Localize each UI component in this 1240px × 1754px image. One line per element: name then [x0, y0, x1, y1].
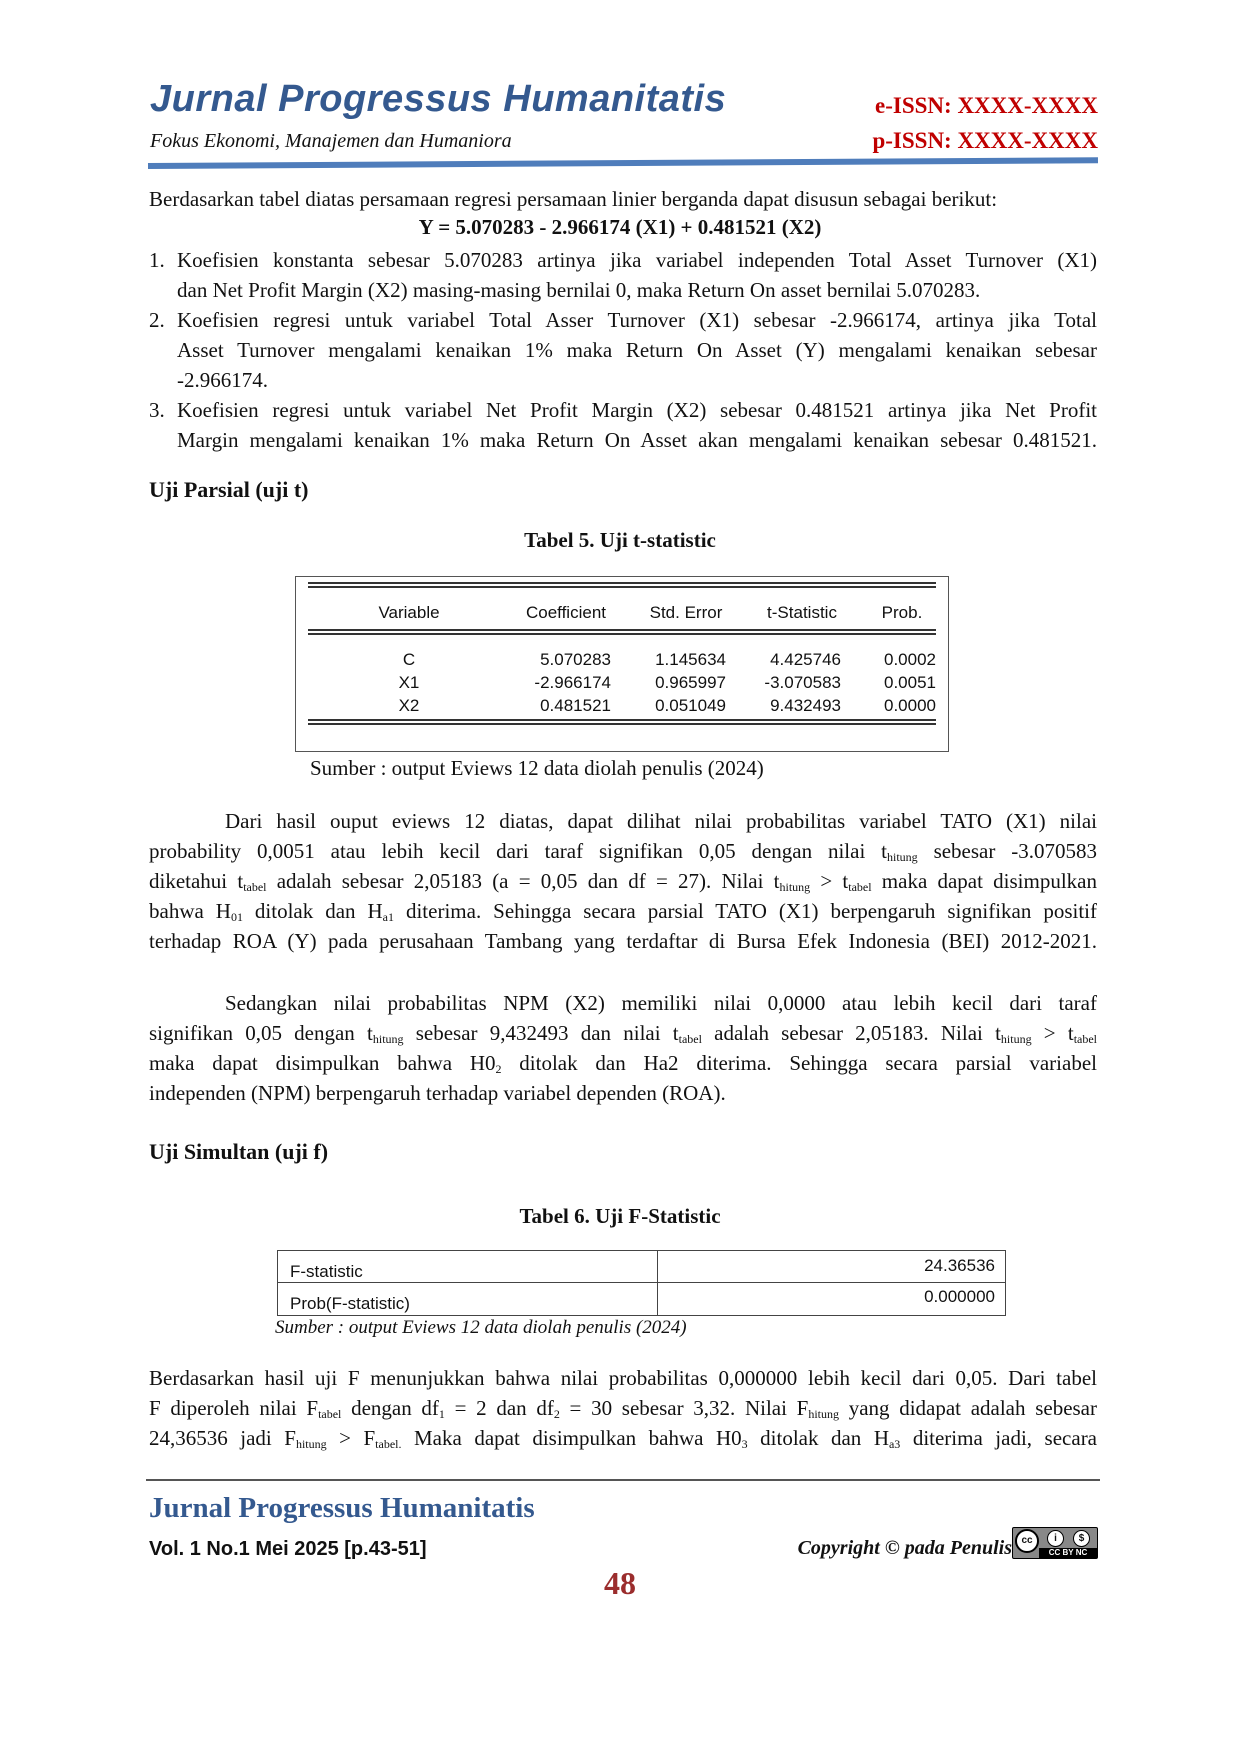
table-rule — [308, 629, 936, 635]
p-issn: p-ISSN: XXXX-XXXX — [872, 128, 1098, 153]
column-header: Coefficient — [525, 603, 606, 622]
text-run: adalah sebesar 2,05183. Nilai t — [701, 1021, 1001, 1045]
footer-copyright: Copyright © pada Penulis — [797, 1537, 1012, 1559]
paragraph-line — [149, 1048, 1097, 1078]
section-heading-t: Uji Parsial (uji t) — [149, 477, 309, 502]
footer-volume: Vol. 1 No.1 Mei 2025 [p.43-51] — [149, 1538, 427, 1560]
subscript: tabel — [1073, 1032, 1098, 1046]
text-run: > t — [1031, 1021, 1074, 1045]
nc-icon: $ — [1073, 1530, 1090, 1547]
subscript: a1 — [382, 910, 394, 924]
text-run: independen (NPM) berpengaruh terhadap variabel dependen (ROA). — [149, 1081, 726, 1105]
table-cell: X2 — [398, 696, 420, 715]
text-run: diterima. Sehingga secara parsial TATO (X1) berpengaruh signifikan positif — [394, 899, 1097, 923]
e-issn: e-ISSN: XXXX-XXXX — [875, 93, 1098, 118]
subscript: 1 — [438, 1407, 445, 1421]
table-cell: 5.070283 — [540, 650, 611, 669]
text-run: Sedangkan nilai probabilitas NPM (X2) memiliki nilai 0,0000 atau lebih kecil dari taraf — [225, 991, 1097, 1015]
table5-caption: Tabel 5. Uji t-statistic — [524, 528, 716, 552]
subscript: 01 — [230, 910, 243, 924]
text-run: dengan df — [341, 1396, 439, 1420]
row-divider — [278, 1282, 1005, 1283]
list-item-line: Koefisien konstanta sebesar 5.070283 artinya jika variabel independen Total Asset Turnover (X1) — [177, 248, 1097, 272]
list-number: 2. — [149, 308, 165, 332]
text-run: ditolak dan H — [242, 899, 383, 923]
text-run: ditolak dan H — [747, 1426, 889, 1450]
text-run: diketahui t — [149, 869, 244, 893]
text-run: bahwa H — [149, 899, 231, 923]
subscript: hitung — [887, 850, 918, 864]
table-cell: 0.0002 — [884, 650, 936, 669]
text-run: Dari hasil ouput eviews 12 diatas, dapat dilihat nilai probabilitas variabel TATO (X1) nilai — [225, 809, 1097, 833]
text-run: = 2 dan df — [444, 1396, 554, 1420]
subscript: tabel — [848, 880, 872, 894]
table5-source: Sumber : output Eviews 12 data diolah penulis (2024) — [310, 756, 764, 780]
table6-source: Sumber : output Eviews 12 data diolah penulis (2024) — [275, 1317, 687, 1338]
list-number: 1. — [149, 248, 165, 272]
table-rule — [308, 719, 936, 725]
list-item-line: Koefisien regresi untuk variabel Net Profit Margin (X2) sebesar 0.481521 artinya jika Net Profit — [177, 398, 1097, 422]
list-item-line: Asset Turnover mengalami kenaikan 1% maka Return On Asset (Y) mengalami kenaikan sebesar — [177, 338, 1097, 362]
subscript: 2 — [495, 1062, 502, 1076]
prob-f-label: Prob(F-statistic) — [290, 1294, 410, 1313]
list-item-line: Koefisien regresi untuk variabel Total Asser Turnover (X1) sebesar -2.966174, artinya jika Total — [177, 308, 1097, 332]
table-cell: 0.481521 — [540, 696, 611, 715]
column-divider — [657, 1251, 658, 1315]
subscript: tabel. — [375, 1437, 402, 1451]
paragraph-line — [149, 926, 1097, 956]
subscript: hitung — [779, 880, 811, 894]
subscript: tabel — [678, 1032, 702, 1046]
table-rule — [308, 582, 936, 588]
cc-license-icon — [1012, 1527, 1098, 1559]
paragraph-line — [225, 806, 1097, 836]
by-icon: i — [1047, 1530, 1064, 1547]
list-item-line: dan Net Profit Margin (X2) masing-masing bernilai 0, maka Return On asset bernilai 5.070283. — [177, 278, 981, 302]
journal-title: Jurnal Progressus Humanitatis — [150, 78, 727, 120]
t-statistic-table — [295, 576, 949, 752]
paragraph-line — [149, 896, 1097, 926]
text-run: terhadap ROA (Y) pada perusahaan Tambang yang terdaftar di Bursa Efek Indonesia (BEI) 2012-2021. — [149, 929, 1097, 953]
intro-text: Berdasarkan tabel diatas persamaan regresi persamaan linier berganda dapat disusun sebagai berikut: — [149, 187, 998, 211]
text-run: Berdasarkan hasil uji F menunjukkan bahwa nilai probabilitas 0,000000 lebih kecil dari 0,05. Dari tabel — [149, 1366, 1097, 1390]
column-header: Prob. — [881, 603, 923, 622]
paragraph-line — [149, 1018, 1097, 1048]
text-run: ditolak dan Ha2 diterima. Sehingga secara parsial variabel — [501, 1051, 1097, 1075]
f-stat-value: 24.36536 — [924, 1256, 995, 1275]
paragraph-line — [149, 1423, 1097, 1453]
subscript: hitung — [295, 1437, 327, 1451]
subscript: hitung — [372, 1032, 404, 1046]
regression-equation: Y = 5.070283 - 2.966174 (X1) + 0.481521 (X2) — [418, 215, 822, 239]
text-run: yang didapat adalah sebesar — [839, 1396, 1097, 1420]
journal-subtitle: Fokus Ekonomi, Manajemen dan Humaniora — [150, 130, 512, 152]
page-number: 48 — [604, 1565, 636, 1601]
text-run: sebesar -3.070583 — [917, 839, 1097, 863]
footer-divider — [146, 1479, 1100, 1481]
subscript: hitung — [1000, 1032, 1032, 1046]
text-run: signifikan 0,05 dengan t — [149, 1021, 373, 1045]
subscript: tabel — [243, 880, 267, 894]
table-cell: 0.051049 — [655, 696, 726, 715]
paragraph-line — [225, 988, 1097, 1018]
paragraph-line — [149, 1363, 1097, 1393]
paragraph-line — [149, 1393, 1097, 1423]
f-stat-label: F-statistic — [290, 1262, 363, 1281]
paragraph-line — [149, 866, 1097, 896]
text-run: maka dapat disimpulkan bahwa H0 — [149, 1051, 496, 1075]
table-cell: -3.070583 — [764, 673, 841, 692]
text-run: 24,36536 jadi F — [149, 1426, 296, 1450]
paragraph-line — [149, 1078, 1097, 1108]
text-run: diterima jadi, secara — [900, 1426, 1098, 1450]
column-header: Std. Error — [649, 603, 723, 622]
text-run: sebesar 9,432493 dan nilai t — [403, 1021, 679, 1045]
text-run: > t — [810, 869, 849, 893]
table-cell: 0.965997 — [655, 673, 726, 692]
cc-icon: cc — [1015, 1529, 1039, 1553]
text-run: maka dapat disimpulkan — [871, 869, 1097, 893]
text-run: adalah sebesar 2,05183 (a = 0,05 dan df = 27). Nilai t — [266, 869, 780, 893]
table-cell: 1.145634 — [655, 650, 726, 669]
column-header: Variable — [378, 603, 440, 622]
text-run: probability 0,0051 atau lebih kecil dari taraf signifikan 0,05 dengan nilai t — [149, 839, 888, 863]
f-statistic-table — [277, 1250, 1006, 1316]
prob-f-value: 0.000000 — [924, 1287, 995, 1306]
license-badge-text: CC BY NC — [1039, 1548, 1097, 1558]
text-run: = 30 sebesar 3,32. Nilai F — [559, 1396, 809, 1420]
column-header: t-Statistic — [767, 603, 837, 622]
table-cell: 0.0051 — [884, 673, 936, 692]
table6-caption: Tabel 6. Uji F-Statistic — [519, 1204, 721, 1228]
paragraph-line — [149, 836, 1097, 866]
table-cell: 0.0000 — [884, 696, 936, 715]
subscript: hitung — [808, 1407, 839, 1421]
table-cell: 9.432493 — [770, 696, 841, 715]
footer-journal-title: Jurnal Progressus Humanitatis — [149, 1492, 535, 1524]
subscript: 3 — [741, 1437, 748, 1451]
table-cell: C — [402, 650, 416, 669]
table-cell: -2.966174 — [534, 673, 611, 692]
list-number: 3. — [149, 398, 165, 422]
table-cell: X1 — [398, 673, 420, 692]
subscript: tabel — [318, 1407, 342, 1421]
list-item-line: Margin mengalami kenaikan 1% maka Return On Asset akan mengalami kenaikan sebesar 0.481521. — [177, 428, 1097, 452]
text-run: Maka dapat disimpulkan bahwa H0 — [401, 1426, 742, 1450]
section-heading-f: Uji Simultan (uji f) — [149, 1139, 329, 1164]
text-run: F diperoleh nilai F — [149, 1396, 319, 1420]
list-item-line: -2.966174. — [177, 368, 268, 392]
table-cell: 4.425746 — [770, 650, 841, 669]
header-divider — [148, 157, 1098, 169]
subscript: 2 — [553, 1407, 560, 1421]
text-run: > F — [326, 1426, 376, 1450]
subscript: a3 — [888, 1437, 901, 1451]
